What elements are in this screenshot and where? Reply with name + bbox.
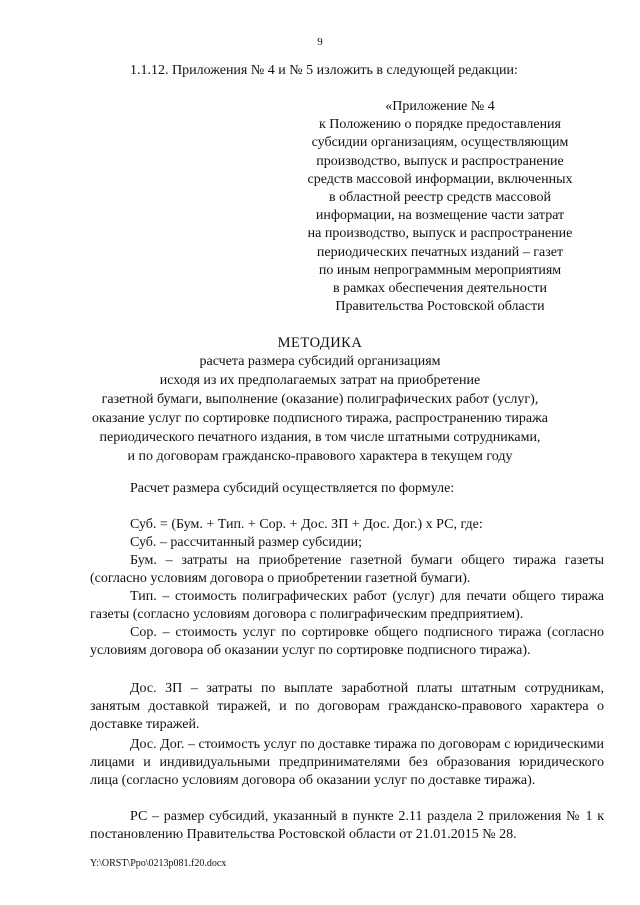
appendix-line: Правительства Ростовской области [335, 299, 545, 315]
method-subtitle-line: оказание услуг по сортировке подписного тиража, распространению тиража [92, 411, 548, 426]
method-subtitle-line: периодического печатного издания, в том числе штатными сотрудниками, [99, 430, 541, 445]
appendix-line: по иным непрограммным мероприятиям [318, 262, 562, 278]
method-subtitle [80, 352, 560, 466]
appendix-line: информации, на возмещение части затрат [315, 208, 565, 224]
definition-bum: Бум. – затраты на приобретение газетной бумаги общего тиража газеты (согласно условиям договора о приобретении газетной бумаги). [90, 553, 604, 587]
appendix-line: «Приложение № 4 [385, 99, 495, 114]
appendix-header [300, 98, 580, 316]
appendix-line: производство, выпуск и распространение [316, 153, 564, 169]
intro-paragraph: 1.1.12. Приложения № 4 и № 5 изложить в следующей редакции: [130, 63, 518, 78]
definition-dos-dog: Дос. Дог. – стоимость услуг по доставке тиража по договорам с юридическими лицами и индивидуальными предпринимателями без образования юридического лица (согласно условиям договора об оказании услуг по доставке тиража). [90, 737, 604, 789]
definition-sub: Суб. – рассчитанный размер субсидии; [130, 535, 362, 550]
footer-file-path: Y:\ORST\Ppo\0213p081.f20.docx [90, 858, 227, 869]
appendix-line: на производство, выпуск и распространение [307, 226, 573, 242]
appendix-line: субсидии организациям, осуществляющим [311, 135, 569, 151]
appendix-line: периодических печатных изданий – газет [316, 244, 564, 260]
page-number: 9 [317, 36, 323, 48]
method-subtitle-line: исходя из их предполагаемых затрат на приобретение [159, 373, 481, 388]
appendix-line: к Положению о порядке предоставления [319, 117, 561, 133]
definition-sor: Сор. – стоимость услуг по сортировке общего подписного тиража (согласно условиям договора об оказании услуг по сортировке подписного тиража). [90, 625, 604, 659]
calc-intro-paragraph: Расчет размера субсидий осуществляется по формуле: [130, 481, 455, 496]
appendix-line: средств массовой информации, включенных [307, 171, 573, 187]
formula-line: Суб. = (Бум. + Тип. + Сор. + Дос. ЗП + Дос. Дог.) х РС, где: [130, 517, 483, 532]
definition-dos-zp: Дос. ЗП – затраты по выплате заработной платы штатным сотрудникам, занятым доставкой тиражей, и по договорам гражданско-правового характера о доставке тиражей. [90, 681, 604, 733]
method-subtitle-line: газетной бумаги, выполнение (оказание) полиграфических работ (услуг), [101, 392, 539, 407]
method-subtitle-line: и по договорам гражданско-правового характера в текущем году [127, 449, 513, 464]
method-subtitle-line: расчета размера субсидий организациям [199, 354, 441, 369]
definition-tip: Тип. – стоимость полиграфических работ (услуг) для печати общего тиража газеты (согласно условиям договора с полиграфическим предприятием). [90, 589, 604, 623]
appendix-line: в рамках обеспечения деятельности [333, 281, 547, 297]
definition-rs: РС – размер субсидий, указанный в пункте 2.11 раздела 2 приложения № 1 к постановлению Правительства Ростовской области от 21.01.2015 № 28. [90, 809, 604, 843]
appendix-line: в областной реестр средств массовой [329, 190, 551, 206]
method-title: МЕТОДИКА [277, 335, 363, 351]
